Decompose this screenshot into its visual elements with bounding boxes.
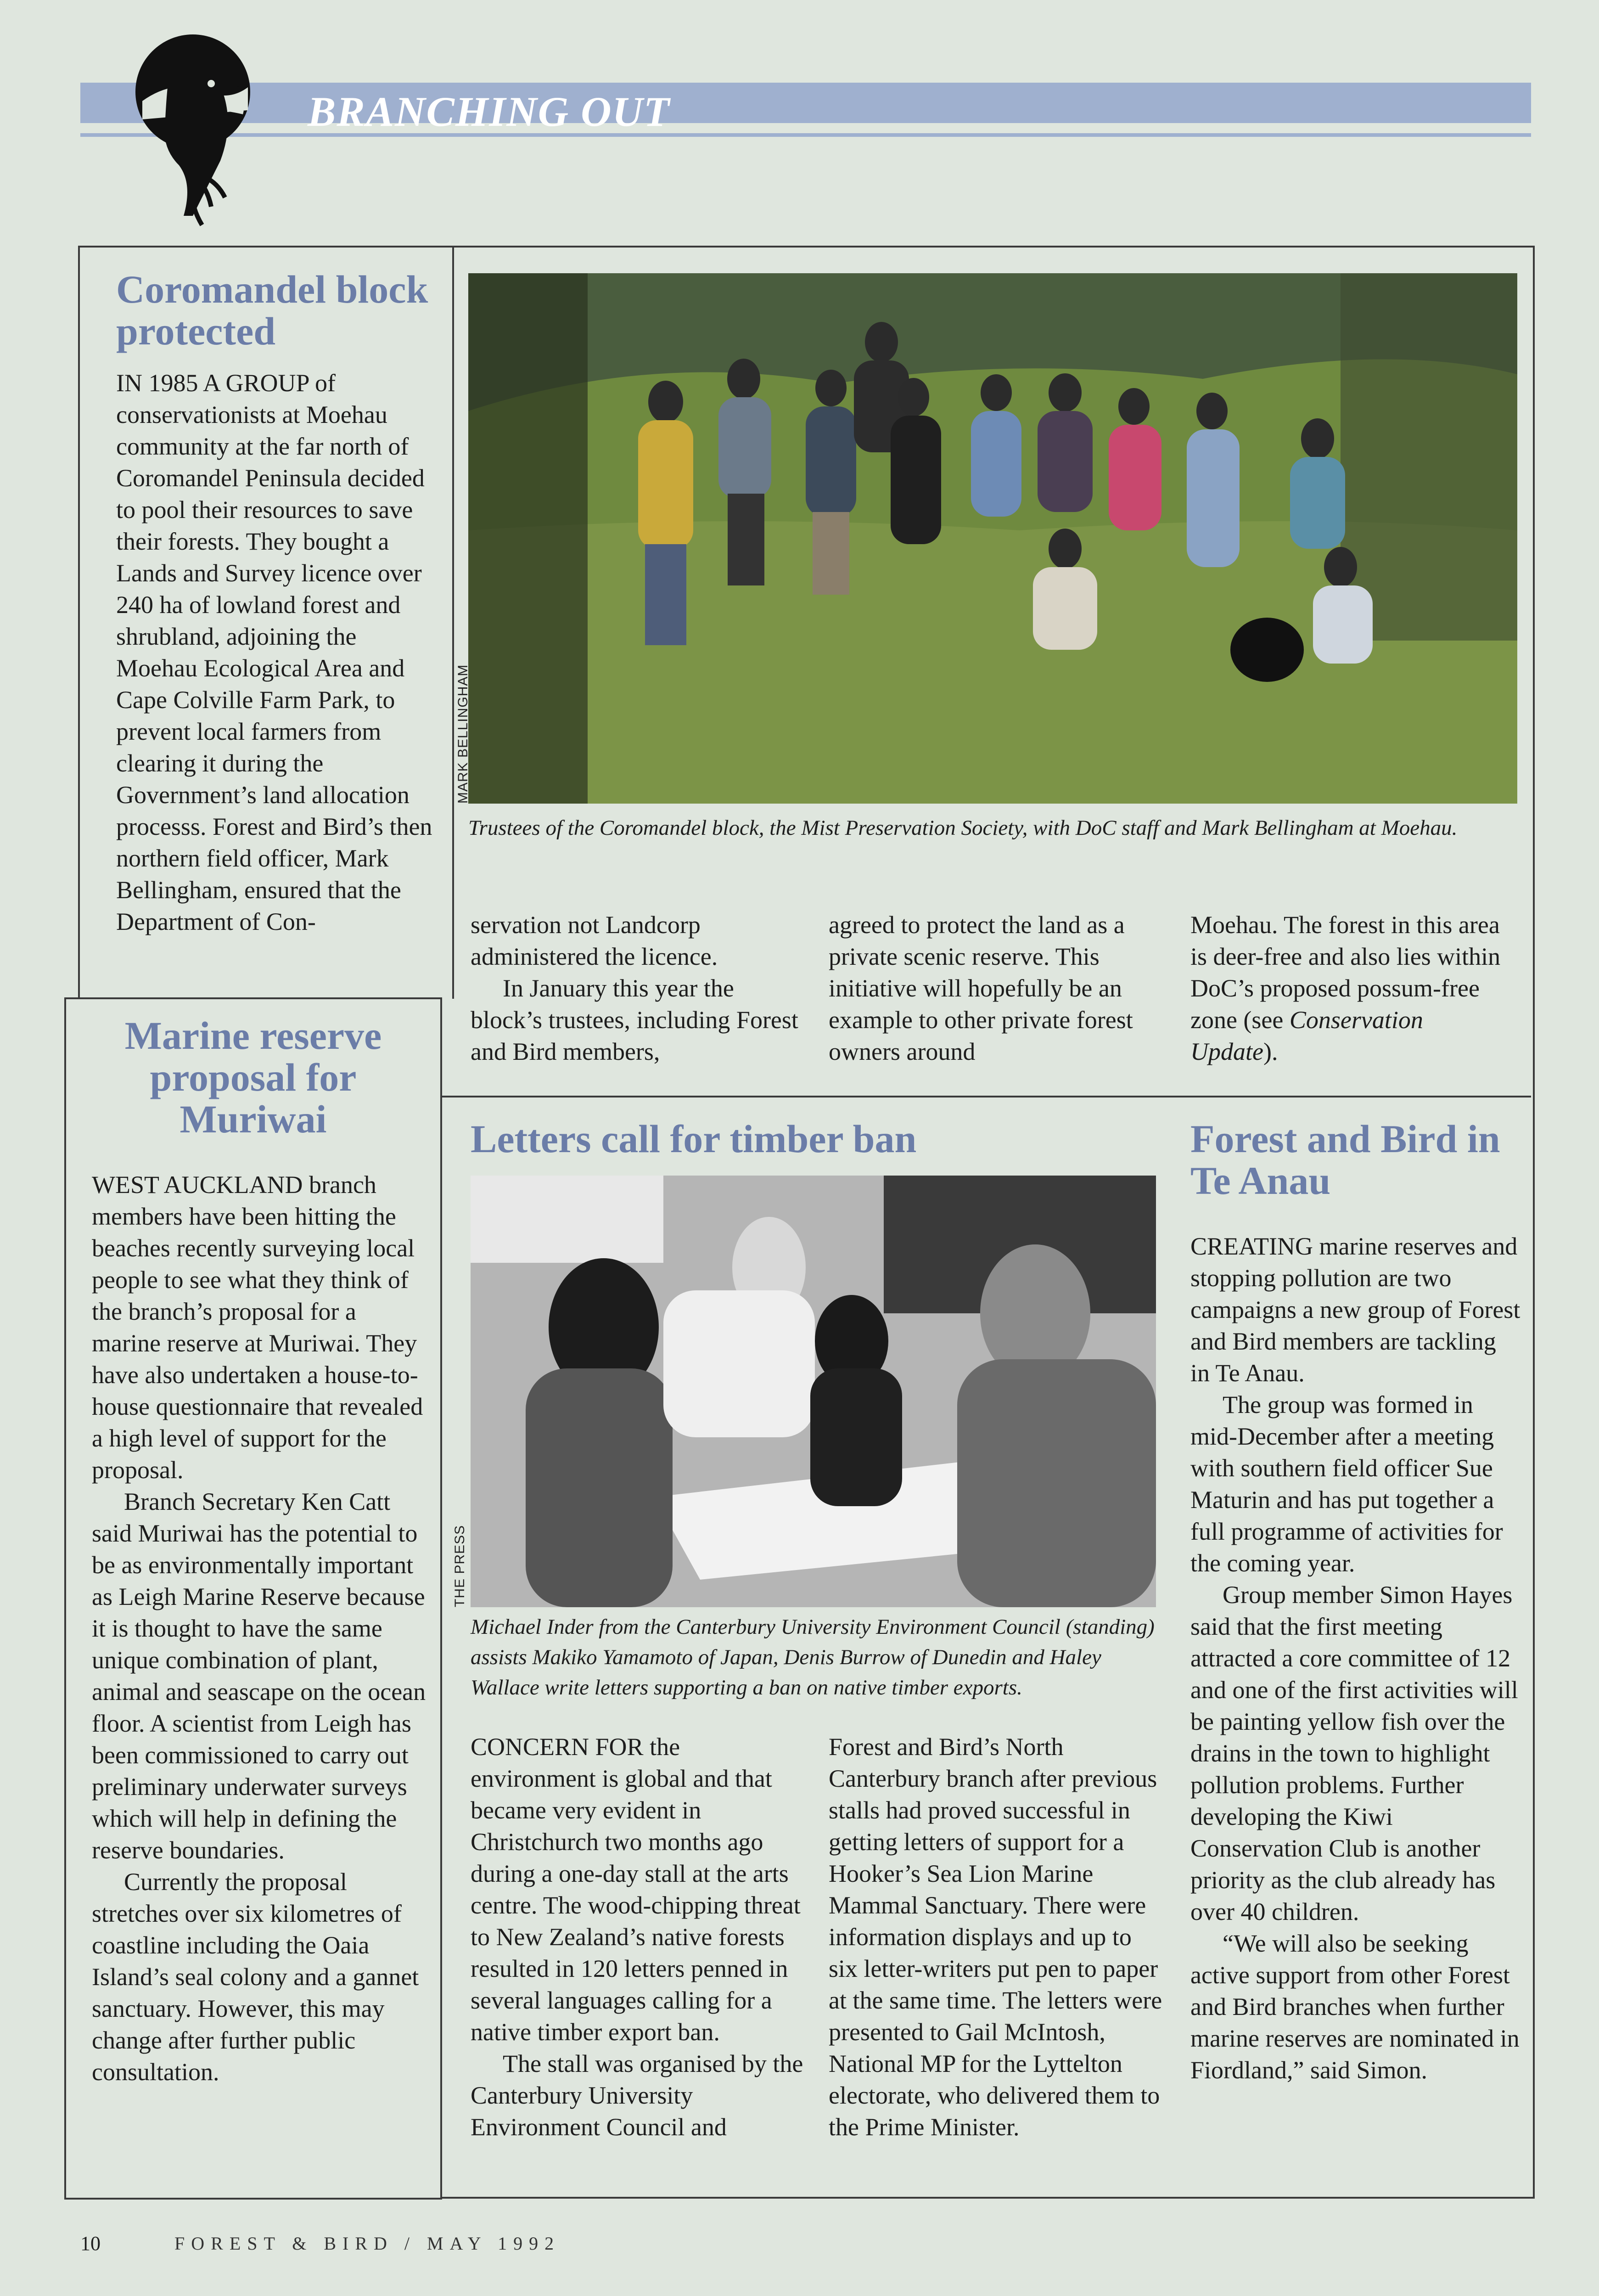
timber-ban-column-1: CONCERN FOR the environment is global and that became very evident in Christchurch two months ago during a one-day stall at the arts centre. The wood-chipping threat to New Zealand’s native forests resulted in 120 letters penned in several languages calling for a native timber export ban. The stall was organised by the Canterbury University Environment Council and	[471, 1733, 803, 2141]
trustees-photo	[468, 273, 1517, 804]
section-title: BRANCHING OUT	[308, 88, 671, 135]
bird-logo-icon	[124, 32, 262, 243]
section-divider	[438, 1096, 1531, 1097]
column-divider	[452, 246, 454, 999]
coromandel-column-2: servation not Landcorp administered the licence. In January this year the block’s trustees, including Forest and Bird members,	[471, 911, 798, 1065]
letter-writers-photo	[471, 1176, 1156, 1607]
coromandel-column-3: agreed to protect the land as a private scenic reserve. This initiative will hopefully be an example to other private forest owners around	[829, 911, 1133, 1065]
photo-credit: MARK BELLINGHAM	[455, 664, 471, 804]
photo-credit-press: THE PRESS	[452, 1525, 467, 1607]
timber-ban-column-2: Forest and Bird’s North Canterbury branch after previous stalls had proved successful in getting letters of support for a Hooker’s Sea Lion Marine Mammal Sanctuary. There were information displays and up to six letter-writers put pen to paper at the same time. The letters were presented to Gail McIntosh, National MP for the Lyttelton electorate, who delivered them to the Prime Minister.	[829, 1733, 1162, 2141]
marine-reserve-body: WEST AUCKLAND branch members have been hitting the beaches recently surveying local people to see what they think of the branch’s proposal for a marine reserve at Muriwai. They have also undertaken a house-to-house questionnaire that revealed a high level of support for the proposal. Branch Secretary Ken Catt said Muriwai has the potential to be as environmentally important as Leigh Marine Reserve because it is thought to have the same unique combination of plant, animal and seascape on the ocean floor. A scientist from Leigh has been commissioned to carry out preliminary underwater surveys which will help in defining the reserve boundaries. Currently the proposal stretches over six kilometres of coastline including the Oaia Island’s seal colony and a gannet sanctuary. However, this may change after further public consultation.	[92, 1171, 426, 2086]
coromandel-headline: Coromandel block protected	[116, 267, 428, 354]
coromandel-column-4: Moehau. The forest in this area is deer-free and also lies within DoC’s proposed possum-free zone (see Conservation Update).	[1190, 911, 1501, 1065]
coromandel-column-1: IN 1985 A GROUP of conservationists at Moehau community at the far north of Coromandel Peninsula decided to pool their resources to save their forests. They bought a Lands and Survey licence over 240 ha of lowland forest and shrubland, adjoining the Moehau Ecological Area and Cape Colville Farm Park, to prevent local farmers from clearing it during the Government’s land allocation processs. Forest and Bird’s then northern field officer, Mark Bellingham, ensured that the Department of Con-	[116, 369, 432, 935]
te-anau-body: CREATING marine reserves and stopping pollution are two campaigns a new group of Forest and Bird members are tackling in Te Anau. The group was formed in mid-December after a meeting with southern field officer Sue Maturin and has put together a full programme of activities for the coming year. Group member Simon Hayes said that the first meeting attracted a core committee of 12 and one of the first activities will be painting yellow fish over the drains in the town to highlight pollution problems. Further developing the Kiwi Conservation Club is another priority as the club already has over 40 children. “We will also be seeking active support from other Forest and Bird branches when further marine reserves are nominated in Fiordland,” said Simon.	[1190, 1232, 1520, 2084]
marine-reserve-headline: Marine reserve proposal for Muriwai	[124, 1013, 382, 1142]
publication-footer: FOREST & BIRD / MAY 1992	[174, 2233, 561, 2254]
trustees-caption: Trustees of the Coromandel block, the Mist Preservation Society, with DoC staff and Mark Bellingham at Moehau.	[468, 816, 1458, 840]
letter-writers-caption: Michael Inder from the Canterbury University Environment Council (standing) assists Makiko Yamamoto of Japan, Denis Burrow of Dunedin and Haley Wallace write letters supporting a ban on native timber exports.	[471, 1615, 1155, 1699]
timber-ban-headline: Letters call for timber ban	[471, 1117, 917, 1161]
banner-rule	[80, 133, 1531, 137]
page-number: 10	[80, 2232, 101, 2255]
section-banner	[80, 83, 1531, 123]
te-anau-headline: Forest and Bird in Te Anau	[1190, 1117, 1500, 1203]
